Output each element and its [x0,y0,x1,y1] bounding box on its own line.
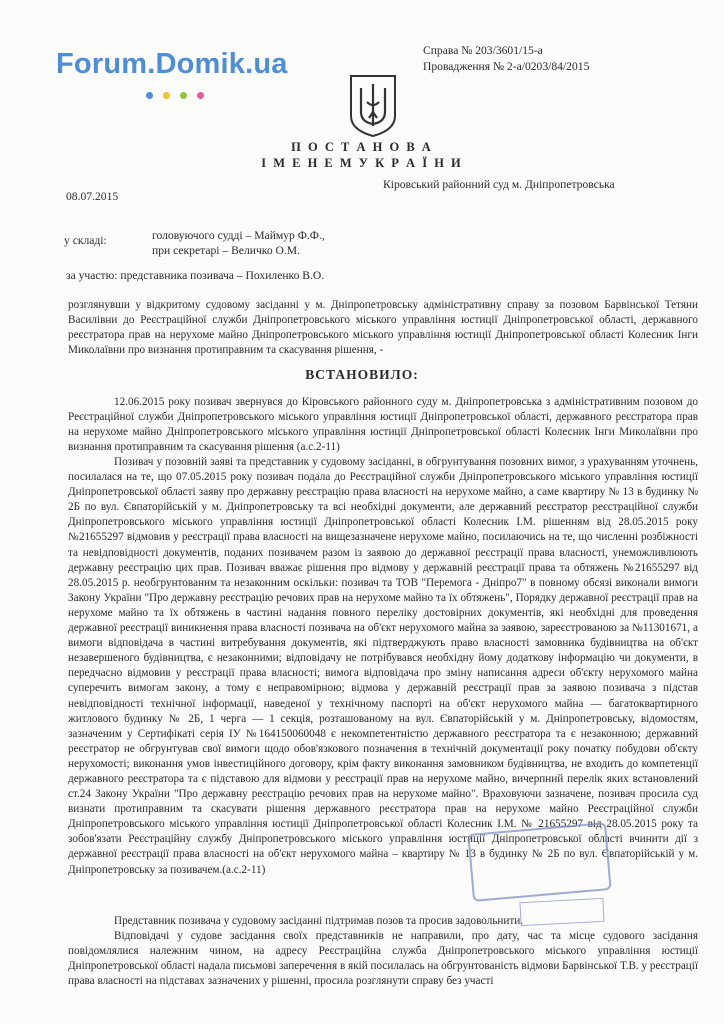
trident-emblem-icon [347,72,399,138]
document-date: 08.07.2015 [66,190,119,203]
paragraph-3: Представник позивача у судовому засіданні підтримав позов та просив задовольнити. [114,915,524,927]
composition-label: у складі: [64,234,107,247]
presiding-judge: головуючого судді – Маймур Ф.Ф., [152,229,325,242]
proceeding-number: Провадження № 2-а/0203/84/2015 [423,60,590,73]
dot-3 [180,92,187,99]
dot-4 [197,92,204,99]
court-stamp [467,822,611,902]
watermark-dots [146,92,204,99]
paragraph-1: 12.06.2015 року позивач звернувся до Кіровського районного суду м. Дніпропетровська з адміністративним позовом до Реєстраційної служби Дніпропетровського міського управління юстиції Дніпропетровської області, державного реєстратора прав на нерухоме майно Дніпропетровського міського управління юстиції Дніпропетровської області Колесник Інги Миколаївни про визнання протиправним та скасування рішення (а.с.2-11) [68,396,698,454]
document-title: П О С Т А Н О В А [291,140,433,154]
dot-1 [146,92,153,99]
court-name: Кіровський районний суд м. Дніпропетровська [383,178,615,191]
paragraph-2: Позивач у позовній заяві та представник у судовому засіданні, в обгрунтування позовних вимог, з урахуванням уточнень, посилалася на те, що 07.05.2015 року позивач подала до Реєстраційної служби Дніпропетровського міського управління юстиції Дніпропетровської області заяву про державну реєстрацію права власності на нерухоме майно, а саме квартиру № 13 в будинку № 2Б по вул. Євпаторійській у м. Дніпропетровську та всі необхідні документи, але державний реєстратор реєстраційної служби Дніпропетровського міського управління юстиції Дніпропетровської області Колесник І.М. рішенням від 28.05.2015 року №21655297 відмовив у реєстрації права власності на вищезазначене нерухоме майно, посилаючись на те, що численні розбіжності та невідповідності документів, поданих позивачем разом із заявою до державної реєстрації права власності, унеможливлюють державну реєстрацію цих прав. Позивач вважає рішення про відмову у державній реєстрації права та обтяжень №21655297 від 28.05.2015 р. необгрунтованим та незаконним оскільки: позивач та ТОВ "Перемога - Дніпро7" в повному обсязі виконали вимоги Закону України "Про державну реєстрацію речових прав на нерухоме майно та їх обтяжень", Порядку державної реєстрації прав на нерухоме майно та їх обтяжень в частині надання повного переліку достовірних документів, які необхідні для проведення державної реєстрації виникнення права власності позивача на об'єкт нерухомого майна за заявою, зареєстрованою за №11301671, а вимоги відповідача в частині витребування документів, які підтверджують право власності замовника будівництва на об'єкт незавершеного будівництва, є незаконними; відповідачу не потрібувався необхідну йому додаткову інформацію чи документи, в передчасно відмовив у реєстрації права власності; вимога відповідача про зміну написання адреси об'єкту нерухомого майна суперечить вимогам закону, а тому є неправомірною; відмова у державній реєстрації прав за заявою позивача з підстав невідповідності технічної інформації, наведеної у технічному паспорті на об'єкт нерухомого майна — багатоквартирного житлового будинку № 2Б, 1 черга — 1 секція, розташованому на вул. Євпаторійській у м. Дніпропетровську, відомостям, зазначеним у Сертифікаті серія ІУ №164150060048 є некомпетентністю державного реєстратора та є незаконною; державний реєстратор не обгрунтував свої вимоги щодо обов'язкового позначення в технічній документації року початку побудови об'єкту нерухомості; виконання умов інвестиційного договору, крім факту виконання замовником будівництва, не входить до компетенції державного реєстратора та є підставою для відмови у реєстрації прав на нерухоме майно, вичерпний перелік яких встановлений ст.24 Закону України "Про державну реєстрацію речових прав на нерухоме майно". Враховуючи зазначене, позивач просила суд визнати протиправним та скасувати рішення державного реєстратора прав на нерухоме майно Реєстраційної служби Дніпропетровського міського управління юстиції Дніпропетровської області Колесник І.М. № 21655297 від 28.05.2015 року та зобов'язати Реєстраційну службу Дніпропетровського міського управління юстиції Дніпропетровської області вчинити дії з державної реєстрації права власності на об'єкт нерухомого майна – квартиру № 13 в будинку № 2Б по вул. Євпаторійській у м. Дніпропетровську за позивачем.(а.с.2-11) [68,456,698,876]
case-number: Справа № 203/3601/15-а [423,44,543,57]
court-secretary: при секретарі – Величко О.М. [152,244,300,257]
section-heading: ВСТАНОВИЛО: [305,367,419,382]
participation-line: за участю: представника позивача – Похиленко В.О. [66,269,325,282]
watermark-logo: Forum.Domik.ua [56,48,288,80]
intro-paragraph: розглянувши у відкритому судовому засіданні у м. Дніпропетровську адміністративну справу за позовом Барвінської Тетяни Василівни до Реєстраційної служби Дніпропетровського міського управління юстиції Дніпропетровської області, державного реєстратора прав на нерухоме майно Дніпропетровського міського управління юстиції Дніпропетровської області Колесник Інги Миколаївни про визнання протиправним та скасування рішення, - [68,299,698,357]
paragraph-4: Відповідачі у судове засідання своїх представників не направили, про дату, час та місце судового засідання повідомлялися належним чином, на адресу Реєстраційна служба Дніпропетровського міського управління юстиції Дніпропетровської області надала письмові заперечення в якій посилалась на обгрунтованість відмови Барвінської Т.В. у реєстрації права власності на підставах зазначених у рішенні, просила розглянути справу без участі [68,930,699,988]
dot-2 [163,92,170,99]
document-subtitle: І М Е Н Е М У К Р А Ї Н И [261,156,463,170]
secondary-stamp [519,898,604,926]
